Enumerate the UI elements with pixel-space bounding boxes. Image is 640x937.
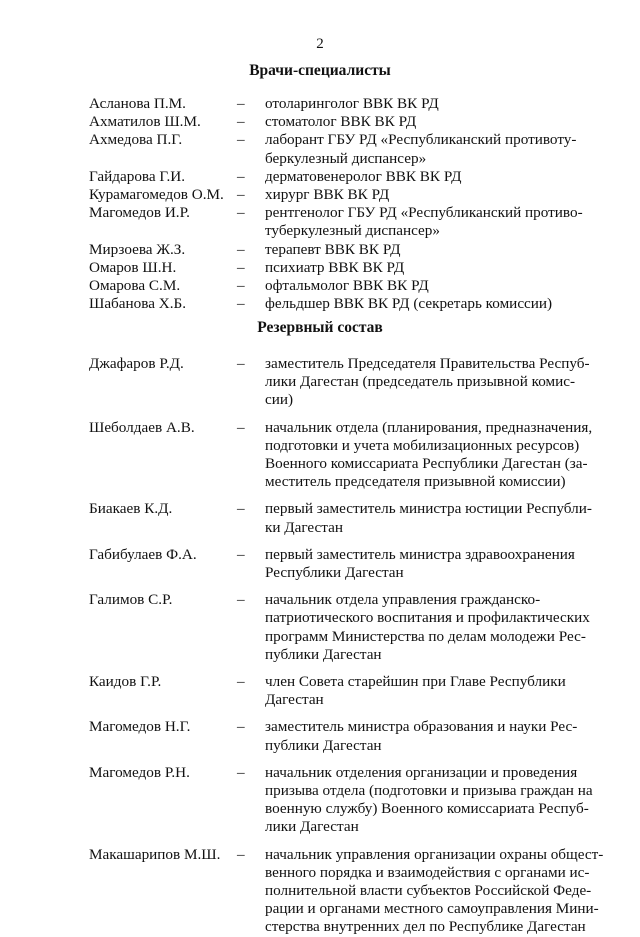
person-position [265,846,605,937]
position-line: фельдшер ВВК ВК РД (секретарь комиссии) [265,295,553,313]
position-line: рации и органами местного самоуправления Мини- [265,900,599,918]
position-line: Военного комиссариата Республики Дагестан (за- [265,455,588,473]
position-line: начальник управления организации охраны общест- [265,845,604,863]
position-line: меститель председателя призывной комиссии) [265,473,566,491]
person-name: Асланова П.М. [89,95,186,112]
person-name: Макашарипов М.Ш. [89,845,221,863]
person-name: Биакаев К.Д. [89,500,173,518]
person-position [265,277,605,295]
dash-separator: – [237,258,245,276]
person-entry [89,764,609,837]
position-line: туберкулезный диспансер» [265,222,440,240]
position-line: лаборант ГБУ РД «Республиканский противоту- [265,131,577,149]
person-name: Габибулаев Ф.А. [89,545,197,563]
person-entry [89,113,609,131]
position-line: член Совета старейшин при Главе Республики [265,673,566,691]
position-line: лики Дагестан [265,818,359,836]
dash-separator: – [237,204,245,222]
dash-separator: – [237,131,245,149]
person-entry [89,591,609,664]
person-entry [89,241,609,259]
position-line: стерства внутренних дел по Республике Дагестан [265,918,586,936]
person-name: Омаров Ш.Н. [89,258,177,276]
position-line: отоларинголог ВВК ВК РД [265,95,439,112]
dash-separator: – [237,186,245,204]
dash-separator: – [237,763,245,781]
person-name: Магомедов Р.Н. [89,763,190,781]
specialists-list [89,95,609,313]
person-position [265,591,605,664]
person-entry [89,186,609,204]
position-line: начальник отделения организации и проведения [265,763,578,781]
person-entry [89,419,609,492]
person-entry [89,673,609,709]
person-entry [89,95,609,113]
position-line: первый заместитель министра здравоохранения [265,545,575,563]
dash-separator: – [237,355,245,372]
dash-separator: – [237,167,245,185]
person-name: Каидов Г.Р. [89,673,162,691]
person-name: Шеболдаев А.В. [89,418,195,436]
position-line: сии) [265,391,294,409]
position-line: венного порядка и взаимодействия с органами ис- [265,863,590,881]
position-line: дерматовенеролог ВВК ВК РД [265,167,462,185]
position-line: начальник отдела (планирования, предназначения, [265,418,593,436]
dash-separator: – [237,113,245,131]
dash-separator: – [237,673,245,691]
position-line: программ Министерства по делам молодежи Рес- [265,627,586,645]
person-position [265,241,605,259]
position-line: офтальмолог ВВК ВК РД [265,277,429,295]
position-line: стоматолог ВВК ВК РД [265,113,417,131]
position-line: заместитель Председателя Правительства Респуб- [265,355,590,372]
person-position [265,718,605,754]
position-line: ки Дагестан [265,518,343,536]
person-position [265,764,605,837]
dash-separator: – [237,545,245,563]
position-line: Республики Дагестан [265,564,404,582]
position-line: Дагестан [265,691,324,709]
position-line: терапевт ВВК ВК РД [265,240,401,258]
person-name: Магомедов Н.Г. [89,718,191,736]
person-entry [89,718,609,754]
reserve-list [89,355,609,937]
position-line: начальник отдела управления гражданско- [265,591,541,609]
person-position [265,168,605,186]
position-line: публики Дагестан [265,736,382,754]
person-entry [89,168,609,186]
dash-separator: – [237,500,245,518]
section-title-specialists: Врачи-специалисты [249,62,391,79]
person-name: Мирзоева Ж.З. [89,240,186,258]
person-name: Магомедов И.Р. [89,204,190,222]
person-position [265,419,605,492]
dash-separator: – [237,240,245,258]
position-line: подготовки и учета мобилизационных ресурсов) [265,436,580,454]
person-entry [89,204,609,240]
person-entry [89,259,609,277]
dash-separator: – [237,845,245,863]
person-position [265,131,605,167]
dash-separator: – [237,295,245,313]
person-position [265,295,605,313]
person-name: Курамагомедов О.М. [89,186,224,204]
position-line: хирург ВВК ВК РД [265,186,390,204]
person-entry [89,277,609,295]
person-name: Ахмедова П.Г. [89,131,183,149]
person-entry [89,295,609,313]
position-line: публики Дагестан [265,645,382,663]
person-name: Гайдарова Г.И. [89,167,186,185]
person-name: Шабанова Х.Б. [89,295,187,313]
dash-separator: – [237,718,245,736]
position-line: рентгенолог ГБУ РД «Республиканский противо- [265,204,583,222]
person-name: Ахматилов Ш.М. [89,113,201,131]
page-number: 2 [316,36,324,52]
person-name: Джафаров Р.Д. [89,355,184,372]
dash-separator: – [237,95,245,112]
person-position [265,500,605,536]
person-entry [89,355,609,410]
position-line: беркулезный диспансер» [265,149,427,167]
person-entry [89,131,609,167]
position-line: первый заместитель министра юстиции Республи- [265,500,592,518]
person-name: Галимов С.Р. [89,591,173,609]
position-line: заместитель министра образования и науки Рес- [265,718,578,736]
person-position [265,673,605,709]
dash-separator: – [237,418,245,436]
person-position [265,204,605,240]
person-position [265,113,605,131]
person-position [265,95,605,113]
section-title-reserve: Резервный состав [257,319,383,336]
position-line: призыва отдела (подготовки и призыва граждан на [265,782,593,800]
person-position [265,546,605,582]
position-line: полнительной власти субъектов Российской Феде- [265,882,592,900]
dash-separator: – [237,277,245,295]
person-position [265,259,605,277]
person-position [265,355,605,410]
position-line: военную службу) Военного комиссариата Респуб- [265,800,589,818]
person-entry [89,500,609,536]
dash-separator: – [237,591,245,609]
person-position [265,186,605,204]
person-entry [89,546,609,582]
position-line: психиатр ВВК ВК РД [265,258,405,276]
person-name: Омарова С.М. [89,277,181,295]
position-line: патриотического воспитания и профилактических [265,609,590,627]
person-entry [89,846,609,937]
position-line: лики Дагестан (председатель призывной комис- [265,373,576,391]
